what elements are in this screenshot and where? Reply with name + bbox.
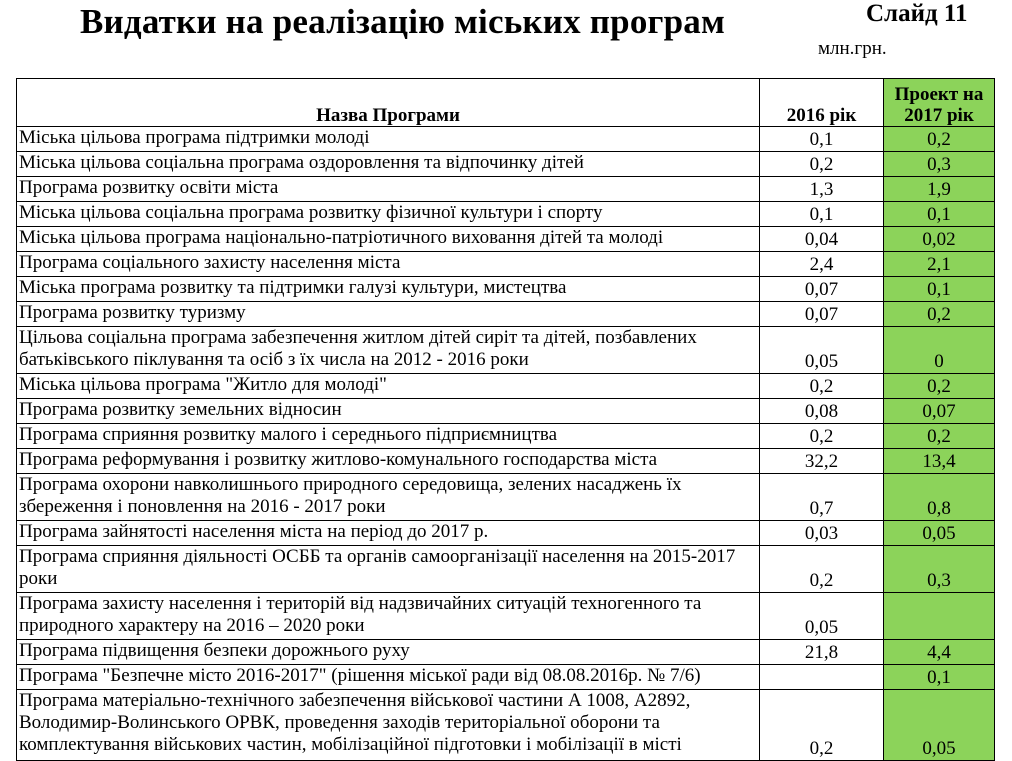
program-name-cell: Програма підвищення безпеки дорожнього руху [17, 640, 760, 665]
value-2016-cell: 0,2 [760, 374, 884, 399]
program-name-cell: Програма соціального захисту населення міста [17, 252, 760, 277]
table-row [17, 640, 995, 665]
table-header-row [17, 79, 995, 127]
value-2017-cell: 0,2 [884, 127, 995, 152]
units-label: млн.грн. [818, 38, 887, 59]
program-name-cell: Програма сприяння діяльності ОСББ та органів самоорганізації населення на 2015-2017 роки [17, 546, 760, 593]
table-row [17, 227, 995, 252]
value-2017-cell [884, 593, 995, 640]
program-name-cell: Програма матеріально-технічного забезпечення військової частини А 1008, А2892, Володимир-Волинського ОРВК, проведення заходів територіальної оборони та комплектування військових частин, мобілізаційної підготовки і мобілізації в місті [17, 690, 760, 761]
table-row [17, 665, 995, 690]
value-2016-cell: 0,08 [760, 399, 884, 424]
value-2016-cell: 0,1 [760, 202, 884, 227]
program-name-cell: Програма сприяння розвитку малого і середнього підприємництва [17, 424, 760, 449]
table-body [17, 127, 995, 761]
program-name-cell: Міська цільова соціальна програма оздоровлення та відпочинку дітей [17, 152, 760, 177]
value-2017-cell: 1,9 [884, 177, 995, 202]
table-row [17, 152, 995, 177]
program-name-cell: Міська цільова програма національно-патріотичного виховання дітей та молоді [17, 227, 760, 252]
value-2016-cell: 0,7 [760, 474, 884, 521]
program-name-cell: Програма розвитку туризму [17, 302, 760, 327]
table-row [17, 399, 995, 424]
program-name-cell: Міська цільова програма "Житло для молоді" [17, 374, 760, 399]
value-2017-cell: 0,3 [884, 152, 995, 177]
value-2017-cell: 4,4 [884, 640, 995, 665]
value-2016-cell: 32,2 [760, 449, 884, 474]
value-2016-cell: 0,03 [760, 521, 884, 546]
value-2017-cell: 0,3 [884, 546, 995, 593]
page-title: Видатки на реалізацію міських програм [80, 2, 726, 41]
program-name-cell: Міська цільова соціальна програма розвитку фізичної культури і спорту [17, 202, 760, 227]
slide-number: Слайд 11 [866, 0, 968, 27]
table-row [17, 202, 995, 227]
value-2016-cell: 0,2 [760, 424, 884, 449]
value-2017-cell: 0,2 [884, 424, 995, 449]
program-name-cell: Програма охорони навколишнього природного середовища, зелених насаджень їх збереження і поновлення на 2016 - 2017 роки [17, 474, 760, 521]
program-name-cell: Цільова соціальна програма забезпечення житлом дітей сиріт та дітей, позбавлених батьківського піклування та осіб з їх числа на 2012 - 2016 роки [17, 327, 760, 374]
column-header-name: Назва Програми [17, 79, 760, 127]
table-row [17, 327, 995, 374]
value-2017-cell: 0,2 [884, 374, 995, 399]
table-row [17, 593, 995, 640]
value-2016-cell: 2,4 [760, 252, 884, 277]
value-2017-cell: 0,1 [884, 665, 995, 690]
table-row [17, 302, 995, 327]
column-header-2016: 2016 рік [760, 79, 884, 127]
table-row [17, 449, 995, 474]
value-2016-cell: 0,07 [760, 302, 884, 327]
value-2016-cell: 0,05 [760, 593, 884, 640]
table-row [17, 424, 995, 449]
table-row [17, 546, 995, 593]
program-name-cell: Програма реформування і розвитку житлово-комунального господарства міста [17, 449, 760, 474]
value-2016-cell: 1,3 [760, 177, 884, 202]
value-2017-cell: 13,4 [884, 449, 995, 474]
value-2016-cell: 21,8 [760, 640, 884, 665]
value-2016-cell: 0,2 [760, 546, 884, 593]
value-2016-cell: 0,05 [760, 327, 884, 374]
program-name-cell: Програма "Безпечне місто 2016-2017" (рішення міської ради від 08.08.2016р. № 7/6) [17, 665, 760, 690]
table-row [17, 277, 995, 302]
value-2017-cell: 0,1 [884, 202, 995, 227]
value-2016-cell: 0,2 [760, 690, 884, 761]
table-row [17, 521, 995, 546]
program-name-cell: Міська програма розвитку та підтримки галузі культури, мистецтва [17, 277, 760, 302]
value-2017-cell: 0,02 [884, 227, 995, 252]
value-2017-cell: 0,2 [884, 302, 995, 327]
program-name-cell: Міська цільова програма підтримки молоді [17, 127, 760, 152]
program-name-cell: Програма розвитку земельних відносин [17, 399, 760, 424]
value-2016-cell: 0,07 [760, 277, 884, 302]
value-2017-cell: 0,05 [884, 521, 995, 546]
value-2016-cell: 0,2 [760, 152, 884, 177]
value-2017-cell: 0,8 [884, 474, 995, 521]
table-row [17, 177, 995, 202]
table-row [17, 474, 995, 521]
table-row [17, 127, 995, 152]
table-row [17, 374, 995, 399]
table-row [17, 252, 995, 277]
column-header-2017: Проект на 2017 рік [884, 79, 995, 127]
value-2017-cell: 2,1 [884, 252, 995, 277]
value-2017-cell: 0 [884, 327, 995, 374]
value-2017-cell: 0,1 [884, 277, 995, 302]
program-name-cell: Програма розвитку освіти міста [17, 177, 760, 202]
program-name-cell: Програма зайнятості населення міста на період до 2017 р. [17, 521, 760, 546]
value-2016-cell [760, 665, 884, 690]
value-2017-cell: 0,07 [884, 399, 995, 424]
value-2016-cell: 0,04 [760, 227, 884, 252]
table-row [17, 690, 995, 761]
program-name-cell: Програма захисту населення і територій від надзвичайних ситуацій техногенного та природного характеру на 2016 – 2020 роки [17, 593, 760, 640]
programs-table [16, 78, 995, 761]
value-2016-cell: 0,1 [760, 127, 884, 152]
value-2017-cell: 0,05 [884, 690, 995, 761]
